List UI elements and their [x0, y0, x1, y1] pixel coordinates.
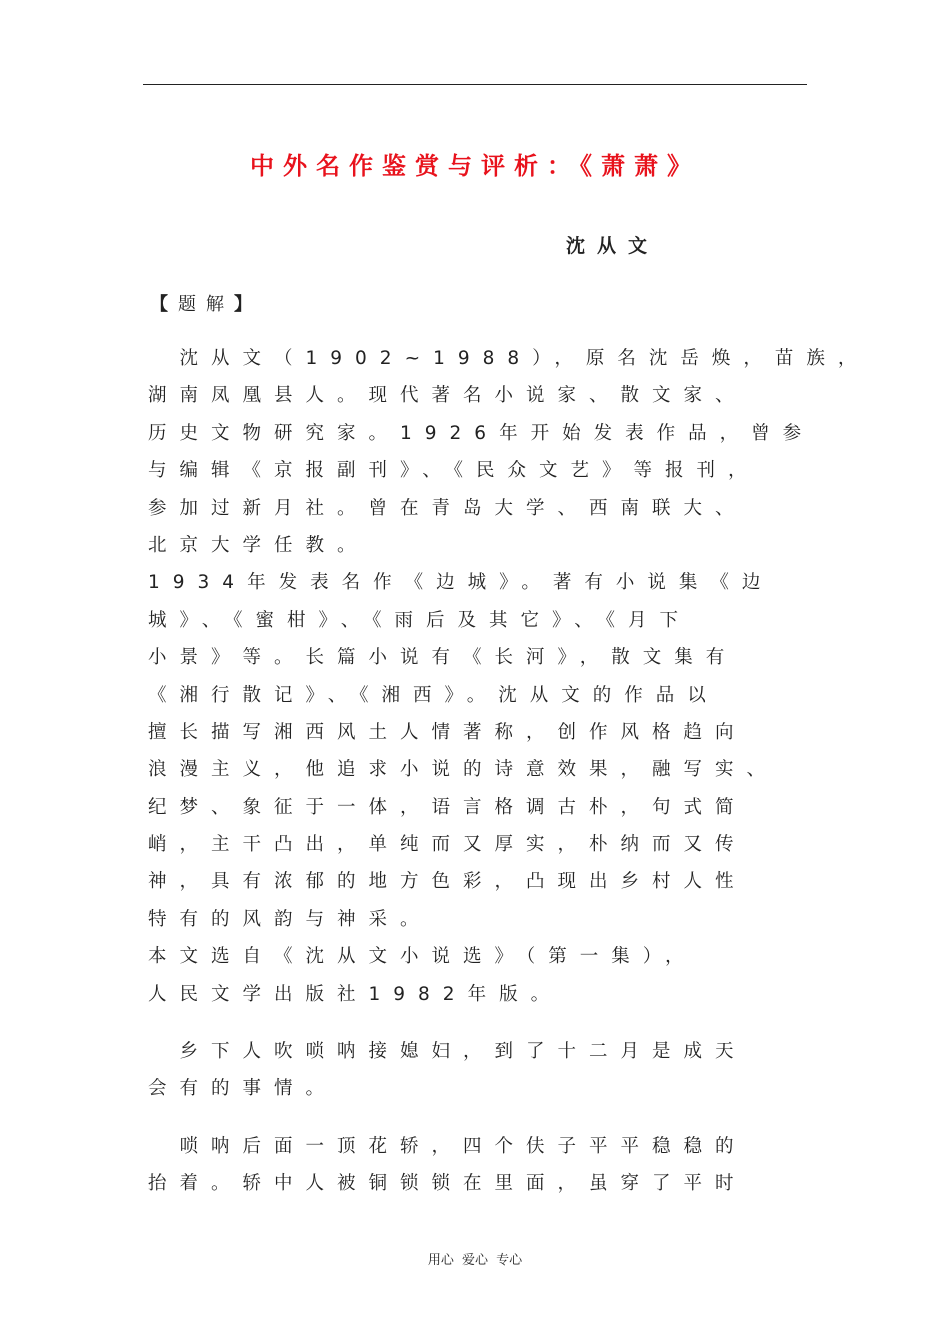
- intro-line: 城》、《蜜柑》、《雨后及其它》、《月下: [148, 609, 692, 631]
- intro-line: 北京大学任教。: [148, 534, 369, 556]
- section-heading-close-bracket: 】: [234, 294, 262, 315]
- intro-line: 擅长描写湘西风土人情著称，创作风格趋向: [148, 721, 747, 743]
- page-title: 中外名作鉴赏与评析：《萧萧》: [250, 151, 700, 180]
- paragraph-gap: [148, 1013, 818, 1033]
- paragraph-gap: [148, 1108, 818, 1128]
- story-line: 唢呐后面一顶花轿，四个伕子平平稳稳的: [148, 1135, 747, 1157]
- section-heading: [150, 290, 262, 316]
- intro-line: 与编辑《京报副刊》、《民众文艺》等报刊，: [148, 460, 760, 482]
- intro-line: 纪梦、象征于一体，语言格调古朴，句式简: [148, 796, 747, 818]
- intro-line: 《湘行散记》、《湘西》。沈从文的作品以: [148, 684, 719, 706]
- page-footer: 用心 爱心 专心: [427, 1253, 523, 1268]
- story-line: 会有的事情。: [148, 1078, 338, 1100]
- intro-line: 小景》等。长篇小说有《长河》，散文集有: [148, 647, 738, 669]
- intro-line: 本文选自《沈从文小说选》（第一集），: [148, 946, 697, 968]
- story-line: 乡下人吹唢呐接媳妇，到了十二月是成天: [148, 1041, 747, 1063]
- author-name: 沈从文: [566, 235, 660, 257]
- intro-line: 沈从文（1902~1988），原名沈岳焕，苗族，: [148, 348, 870, 369]
- intro-line: 参加过新月社。曾在青岛大学、西南联大、: [148, 497, 747, 519]
- intro-line: 人民文学出版社1982年版。: [148, 983, 563, 1005]
- intro-line: 1934年发表名作《边城》。著有小说集《边: [148, 572, 774, 594]
- intro-line: 湖南凤凰县人。现代著名小说家、散文家、: [148, 385, 747, 407]
- header-rule: [143, 84, 807, 85]
- intro-line: 峭，主干凸出，单纯而又厚实，朴纳而又传: [148, 834, 747, 856]
- body-text: [148, 340, 870, 1203]
- intro-line: 浪漫主义，他追求小说的诗意效果，融写实、: [148, 759, 779, 781]
- intro-line: 特有的风韵与神采。: [148, 908, 432, 930]
- section-heading-text: 题解: [178, 294, 234, 315]
- section-heading-open-bracket: 【: [150, 294, 178, 315]
- story-line: 抬着。轿中人被铜锁锁在里面，虽穿了平时: [148, 1173, 747, 1195]
- intro-line: 历史文物研究家。1926年开始发表作品，曾参: [148, 422, 815, 444]
- intro-line: 神，具有浓郁的地方色彩，凸现出乡村人性: [148, 871, 747, 893]
